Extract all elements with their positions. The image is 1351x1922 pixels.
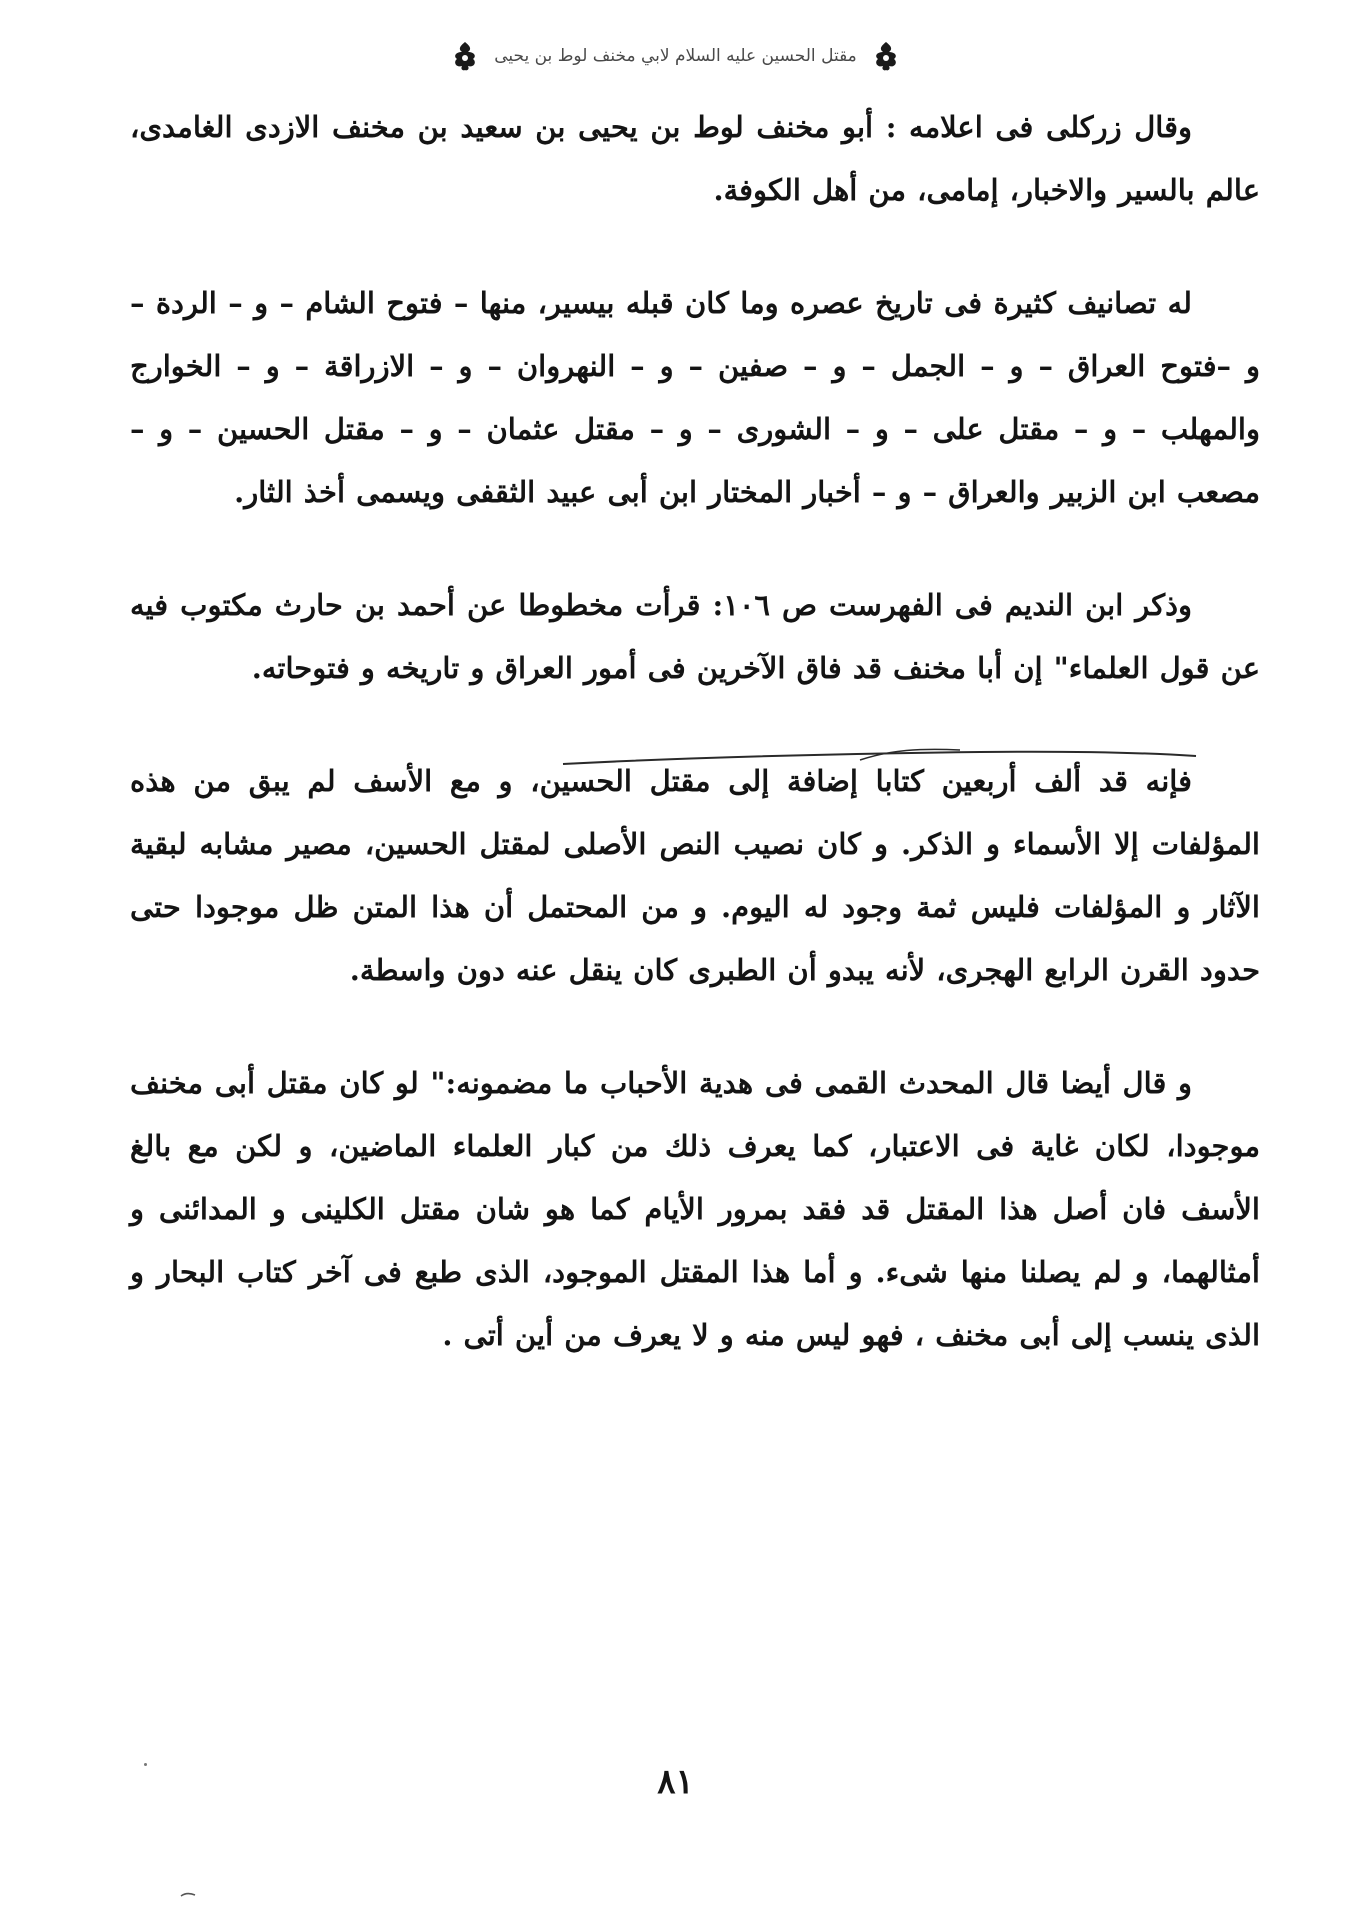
scan-mark — [180, 1892, 196, 1898]
running-header — [0, 36, 1351, 76]
page-number: ٨١ — [657, 1762, 694, 1802]
floral-ornament-icon — [450, 40, 480, 72]
paragraph-ibn-nadim: وذكر ابن النديم فى الفهرست ص ١٠٦: قرأت مخطوطا عن أحمد بن حارث مكتوب فيه عن قول العلماء" إن أبا مخنف قد فاق الآخرين فى أمور العراق و تاريخه و فتوحاته. — [130, 588, 1260, 685]
paragraph-forty-books: فإنه قد ألف أربعين كتابا إضافة إلى مقتل الحسين، و مع الأسف لم يبق من هذه المؤلفات إلا الأسماء و الذكر. و كان نصيب النص الأصلى لمقتل الحسين، مصير مشابه لبقية الآثار و المؤلفات فليس ثمة وجود له اليوم. و من المحتمل أن هذا المتن ظل موجودا حتى حدود القرن الرابع الهجرى، لأنه يبدو أن الطبرى كان ينقل عنه دون واسطة. — [130, 764, 1260, 987]
paragraph-zirikli: وقال زركلى فى اعلامه : أبو مخنف لوط بن يحيى بن سعيد بن مخنف الازدى الغامدى، عالم بالسير والاخبار، إمامى، من أهل الكوفة. — [130, 110, 1260, 207]
running-header-title: مقتل الحسين عليه السلام لابي مخنف لوط بن يحيى — [494, 46, 857, 66]
body-text — [130, 96, 1260, 1429]
scan-speck — [144, 1763, 147, 1766]
paragraph-works-list: له تصانيف كثيرة فى تاريخ عصره وما كان قبله بيسير، منها – فتوح الشام – و – الردة – و –فتوح العراق – و – الجمل – و – صفين – و – النهروان – و – الازراقة – و – الخوارج والمهلب – و – مقتل على – و – الشورى – و – مقتل عثمان – و – مقتل الحسين – و – مصعب ابن الزبير والعراق – و – أخبار المختار ابن أبى عبيد الثقفى ويسمى أخذ الثار. — [130, 286, 1260, 509]
paragraph-qummi: و قال أيضا قال المحدث القمى فى هدية الأحباب ما مضمونه:" لو كان مقتل أبى مخنف موجودا، لكان غاية فى الاعتبار، كما يعرف ذلك من كبار العلماء الماضين، و لكن مع بالغ الأسف فان أصل هذا المقتل قد فقد بمرور الأيام كما هو شان مقتل الكلينى و المدائنى و أمثالهما، و لم يصلنا منها شىء. و أما هذا المقتل الموجود، الذى طبع فى آخر كتاب البحار و الذى ينسب إلى أبى مخنف ، فهو ليس منه و لا يعرف من أين أتى . — [130, 1066, 1260, 1352]
floral-ornament-icon — [871, 40, 901, 72]
